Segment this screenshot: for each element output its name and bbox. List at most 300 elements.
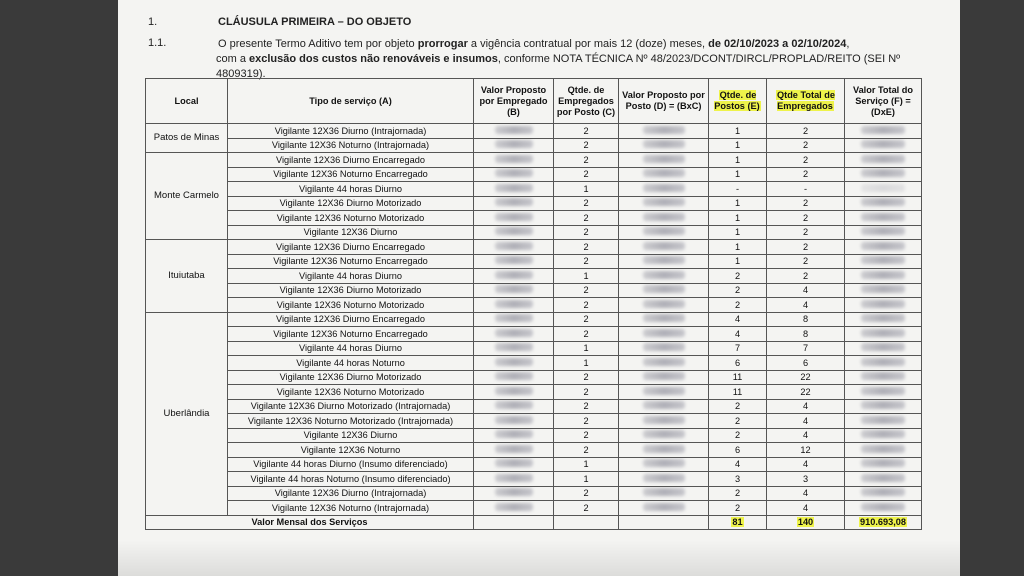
header-valor-total: Valor Total do Serviço (F) = (DxE)	[845, 79, 922, 124]
table-header-row	[146, 79, 922, 124]
section-title: CLÁUSULA PRIMEIRA – DO OBJETO	[218, 16, 412, 28]
highlight-mark: 910.693,08	[860, 517, 906, 528]
table-row	[146, 312, 922, 327]
table-row	[146, 298, 922, 313]
tipo-cell: Vigilante 12X36 Diurno Encarregado	[228, 153, 474, 168]
qtde-total-cell: 12	[767, 443, 845, 458]
valor-total-cell	[845, 428, 922, 443]
redacted-value	[861, 126, 905, 134]
tipo-cell: Vigilante 12X36 Noturno Motorizado	[228, 298, 474, 313]
qtde-empregados-cell: 2	[554, 443, 619, 458]
redacted-value	[495, 343, 533, 351]
valor-empregado-cell	[474, 486, 554, 501]
valor-empregado-cell	[474, 240, 554, 255]
valor-posto-cell	[619, 414, 709, 429]
redacted-value	[861, 401, 905, 409]
valor-total-cell	[845, 269, 922, 284]
tipo-cell: Vigilante 12X36 Diurno (Intrajornada)	[228, 486, 474, 501]
qtde-postos-cell: 4	[709, 457, 767, 472]
local-cell: Patos de Minas	[146, 124, 228, 153]
paragraph-text	[218, 37, 938, 82]
valor-total-cell	[845, 472, 922, 487]
tipo-cell: Vigilante 44 horas Diurno	[228, 341, 474, 356]
header-qtde-postos	[709, 79, 767, 124]
redacted-value	[643, 198, 685, 206]
qtde-postos-cell: 2	[709, 501, 767, 516]
paragraph-text-segment: O presente Termo Aditivo tem por objeto	[218, 38, 418, 50]
tipo-cell: Vigilante 44 horas Diurno	[228, 269, 474, 284]
valor-posto-cell	[619, 167, 709, 182]
tipo-cell: Vigilante 12X36 Noturno Encarregado	[228, 167, 474, 182]
tipo-cell: Vigilante 12X36 Diurno Motorizado	[228, 196, 474, 211]
total-empty-cell	[474, 515, 554, 530]
valor-total-cell	[845, 211, 922, 226]
qtde-total-cell: 2	[767, 225, 845, 240]
qtde-total-cell: 8	[767, 327, 845, 342]
paragraph-text-segment: com a	[216, 53, 250, 65]
paragraph-bold-segment: exclusão dos custos não renováveis e insumos	[249, 53, 498, 65]
tipo-cell: Vigilante 12X36 Diurno Motorizado	[228, 283, 474, 298]
qtde-total-cell: 4	[767, 501, 845, 516]
qtde-postos-cell: -	[709, 182, 767, 197]
valor-total-cell	[845, 414, 922, 429]
valor-total-cell	[845, 225, 922, 240]
redacted-value	[861, 169, 905, 177]
valor-posto-cell	[619, 356, 709, 371]
valor-posto-cell	[619, 341, 709, 356]
valor-empregado-cell	[474, 457, 554, 472]
table-row	[146, 370, 922, 385]
table-row	[146, 356, 922, 371]
redacted-value	[861, 271, 905, 279]
redacted-value	[643, 126, 685, 134]
table-row	[146, 138, 922, 153]
valor-posto-cell	[619, 385, 709, 400]
qtde-total-cell: 7	[767, 341, 845, 356]
total-empregados	[767, 515, 845, 530]
services-table	[145, 78, 922, 530]
redacted-value	[495, 416, 533, 424]
valor-posto-cell	[619, 225, 709, 240]
valor-empregado-cell	[474, 428, 554, 443]
qtde-total-cell: 6	[767, 356, 845, 371]
table-row	[146, 225, 922, 240]
qtde-empregados-cell: 1	[554, 356, 619, 371]
qtde-empregados-cell: 2	[554, 327, 619, 342]
valor-empregado-cell	[474, 225, 554, 240]
valor-total-cell	[845, 124, 922, 139]
qtde-empregados-cell: 2	[554, 399, 619, 414]
qtde-postos-cell: 2	[709, 414, 767, 429]
redacted-value	[861, 358, 905, 366]
section-number: 1.	[148, 16, 158, 28]
valor-posto-cell	[619, 240, 709, 255]
qtde-empregados-cell: 2	[554, 283, 619, 298]
valor-posto-cell	[619, 211, 709, 226]
redacted-value	[495, 213, 533, 221]
valor-empregado-cell	[474, 153, 554, 168]
qtde-total-cell: 2	[767, 124, 845, 139]
valor-posto-cell	[619, 457, 709, 472]
redacted-value	[643, 169, 685, 177]
header-valor-posto: Valor Proposto por Posto (D) = (BxC)	[619, 79, 709, 124]
valor-total-cell	[845, 283, 922, 298]
valor-empregado-cell	[474, 283, 554, 298]
header-tipo: Tipo de serviço (A)	[228, 79, 474, 124]
qtde-total-cell: 2	[767, 196, 845, 211]
highlight-mark: Qtde Total de Empregados	[776, 90, 836, 111]
tipo-cell: Vigilante 12X36 Diurno Encarregado	[228, 240, 474, 255]
redacted-value	[643, 372, 685, 380]
qtde-empregados-cell: 1	[554, 457, 619, 472]
redacted-value	[861, 155, 905, 163]
redacted-value	[643, 430, 685, 438]
valor-total-cell	[845, 486, 922, 501]
highlight-mark: 81	[732, 517, 743, 528]
redacted-value	[495, 155, 533, 163]
header-qtde-empregados: Qtde. de Empregados por Posto (C)	[554, 79, 619, 124]
local-cell: Ituiutaba	[146, 240, 228, 313]
valor-empregado-cell	[474, 182, 554, 197]
valor-empregado-cell	[474, 312, 554, 327]
paragraph-bold-segment: de 02/10/2023 a 02/10/2024	[708, 38, 847, 50]
highlight-mark: Qtde. de Postos (E)	[714, 90, 760, 111]
valor-total-cell	[845, 298, 922, 313]
header-valor-empregado: Valor Proposto por Empregado (B)	[474, 79, 554, 124]
qtde-empregados-cell: 2	[554, 211, 619, 226]
redacted-value	[643, 314, 685, 322]
table-row	[146, 196, 922, 211]
table-row	[146, 385, 922, 400]
total-empty-cell	[554, 515, 619, 530]
redacted-value	[495, 358, 533, 366]
qtde-total-cell: 4	[767, 399, 845, 414]
redacted-value	[643, 459, 685, 467]
redacted-value	[495, 314, 533, 322]
tipo-cell: Vigilante 12X36 Noturno Motorizado	[228, 385, 474, 400]
redacted-value	[861, 445, 905, 453]
qtde-empregados-cell: 2	[554, 167, 619, 182]
qtde-postos-cell: 2	[709, 399, 767, 414]
paragraph-bold-segment: prorrogar	[417, 38, 468, 50]
qtde-total-cell: 8	[767, 312, 845, 327]
highlight-mark: 140	[797, 517, 814, 528]
qtde-empregados-cell: 2	[554, 298, 619, 313]
redacted-value	[495, 140, 533, 148]
valor-total-cell	[845, 399, 922, 414]
table-row	[146, 327, 922, 342]
qtde-postos-cell: 1	[709, 225, 767, 240]
tipo-cell: Vigilante 12X36 Noturno	[228, 443, 474, 458]
redacted-value	[495, 227, 533, 235]
paragraph-text-segment: , conforme NOTA TÉCNICA Nº 48/2023/DCONT/DIRCL/PROPLAD/REITO (SEI Nº 4809319).	[216, 53, 901, 80]
tipo-cell: Vigilante 44 horas Noturno (Insumo diferenciado)	[228, 472, 474, 487]
qtde-empregados-cell: 2	[554, 414, 619, 429]
redacted-value	[861, 372, 905, 380]
qtde-postos-cell: 7	[709, 341, 767, 356]
redacted-value	[861, 474, 905, 482]
table-row	[146, 240, 922, 255]
redacted-value	[861, 387, 905, 395]
qtde-postos-cell: 1	[709, 211, 767, 226]
valor-total-cell	[845, 356, 922, 371]
qtde-empregados-cell: 2	[554, 240, 619, 255]
qtde-total-cell: 2	[767, 211, 845, 226]
valor-empregado-cell	[474, 385, 554, 400]
valor-empregado-cell	[474, 196, 554, 211]
valor-posto-cell	[619, 443, 709, 458]
redacted-value	[495, 503, 533, 511]
redacted-value	[643, 474, 685, 482]
qtde-postos-cell: 6	[709, 356, 767, 371]
qtde-total-cell: 22	[767, 385, 845, 400]
valor-empregado-cell	[474, 341, 554, 356]
qtde-postos-cell: 3	[709, 472, 767, 487]
qtde-postos-cell: 2	[709, 486, 767, 501]
qtde-postos-cell: 2	[709, 298, 767, 313]
table-row	[146, 283, 922, 298]
tipo-cell: Vigilante 12X36 Noturno Encarregado	[228, 327, 474, 342]
qtde-total-cell: 4	[767, 428, 845, 443]
redacted-value	[643, 401, 685, 409]
total-empty-cell	[619, 515, 709, 530]
table-row	[146, 124, 922, 139]
qtde-empregados-cell: 2	[554, 312, 619, 327]
valor-empregado-cell	[474, 269, 554, 284]
valor-total-cell	[845, 312, 922, 327]
redacted-value	[495, 126, 533, 134]
valor-empregado-cell	[474, 254, 554, 269]
qtde-total-cell: 4	[767, 457, 845, 472]
local-cell: Monte Carmelo	[146, 153, 228, 240]
qtde-total-cell: 2	[767, 167, 845, 182]
paragraph-text-segment: ,	[846, 38, 850, 50]
redacted-value	[861, 329, 905, 337]
valor-total-cell	[845, 240, 922, 255]
qtde-postos-cell: 1	[709, 196, 767, 211]
redacted-value	[495, 285, 533, 293]
total-row	[146, 515, 922, 530]
redacted-value	[643, 329, 685, 337]
redacted-value	[495, 459, 533, 467]
qtde-total-cell: -	[767, 182, 845, 197]
qtde-empregados-cell: 2	[554, 196, 619, 211]
qtde-empregados-cell: 2	[554, 486, 619, 501]
redacted-value	[643, 271, 685, 279]
redacted-value	[495, 184, 533, 192]
valor-posto-cell	[619, 298, 709, 313]
valor-total-cell	[845, 182, 922, 197]
valor-total-cell	[845, 327, 922, 342]
redacted-value	[861, 140, 905, 148]
redacted-value	[861, 242, 905, 250]
valor-total-cell	[845, 501, 922, 516]
redacted-value	[861, 213, 905, 221]
valor-empregado-cell	[474, 370, 554, 385]
tipo-cell: Vigilante 12X36 Noturno Motorizado (Intrajornada)	[228, 414, 474, 429]
redacted-value	[495, 474, 533, 482]
valor-empregado-cell	[474, 138, 554, 153]
redacted-value	[643, 416, 685, 424]
qtde-empregados-cell: 1	[554, 472, 619, 487]
qtde-postos-cell: 1	[709, 138, 767, 153]
valor-posto-cell	[619, 196, 709, 211]
valor-empregado-cell	[474, 124, 554, 139]
table-row	[146, 414, 922, 429]
total-label: Valor Mensal dos Serviços	[146, 515, 474, 530]
valor-empregado-cell	[474, 327, 554, 342]
valor-posto-cell	[619, 138, 709, 153]
qtde-total-cell: 2	[767, 269, 845, 284]
table-row	[146, 269, 922, 284]
paragraph-text-segment: a vigência contratual por mais 12 (doze) meses,	[467, 38, 709, 50]
qtde-total-cell: 2	[767, 240, 845, 255]
valor-posto-cell	[619, 428, 709, 443]
tipo-cell: Vigilante 12X36 Noturno (Intrajornada)	[228, 501, 474, 516]
qtde-empregados-cell: 2	[554, 501, 619, 516]
valor-total-cell	[845, 167, 922, 182]
valor-posto-cell	[619, 312, 709, 327]
total-postos	[709, 515, 767, 530]
tipo-cell: Vigilante 12X36 Diurno	[228, 428, 474, 443]
valor-total-cell	[845, 370, 922, 385]
qtde-empregados-cell: 2	[554, 225, 619, 240]
qtde-empregados-cell: 2	[554, 124, 619, 139]
redacted-value	[861, 285, 905, 293]
valor-empregado-cell	[474, 211, 554, 226]
table-row	[146, 341, 922, 356]
valor-posto-cell	[619, 472, 709, 487]
valor-total-cell	[845, 385, 922, 400]
table-row	[146, 182, 922, 197]
redacted-value	[643, 285, 685, 293]
redacted-value	[861, 488, 905, 496]
redacted-value	[861, 343, 905, 351]
tipo-cell: Vigilante 44 horas Noturno	[228, 356, 474, 371]
valor-empregado-cell	[474, 501, 554, 516]
redacted-value	[495, 329, 533, 337]
qtde-postos-cell: 11	[709, 385, 767, 400]
qtde-postos-cell: 2	[709, 283, 767, 298]
valor-posto-cell	[619, 370, 709, 385]
valor-posto-cell	[619, 269, 709, 284]
qtde-empregados-cell: 1	[554, 269, 619, 284]
qtde-empregados-cell: 2	[554, 153, 619, 168]
redacted-value	[861, 198, 905, 206]
qtde-postos-cell: 11	[709, 370, 767, 385]
table-row	[146, 254, 922, 269]
redacted-value	[861, 416, 905, 424]
redacted-value	[643, 343, 685, 351]
qtde-total-cell: 4	[767, 298, 845, 313]
valor-total-cell	[845, 457, 922, 472]
redacted-value	[861, 184, 905, 192]
qtde-total-cell: 2	[767, 138, 845, 153]
total-valor	[845, 515, 922, 530]
valor-posto-cell	[619, 283, 709, 298]
valor-empregado-cell	[474, 472, 554, 487]
redacted-value	[643, 213, 685, 221]
qtde-postos-cell: 1	[709, 153, 767, 168]
valor-posto-cell	[619, 254, 709, 269]
valor-posto-cell	[619, 327, 709, 342]
redacted-value	[643, 300, 685, 308]
table-row	[146, 486, 922, 501]
qtde-postos-cell: 1	[709, 240, 767, 255]
qtde-empregados-cell: 1	[554, 182, 619, 197]
valor-posto-cell	[619, 182, 709, 197]
table-row	[146, 472, 922, 487]
qtde-postos-cell: 1	[709, 167, 767, 182]
redacted-value	[495, 198, 533, 206]
valor-empregado-cell	[474, 443, 554, 458]
redacted-value	[861, 314, 905, 322]
qtde-postos-cell: 2	[709, 428, 767, 443]
redacted-value	[495, 445, 533, 453]
redacted-value	[643, 256, 685, 264]
tipo-cell: Vigilante 44 horas Diurno	[228, 182, 474, 197]
tipo-cell: Vigilante 12X36 Noturno Encarregado	[228, 254, 474, 269]
redacted-value	[495, 256, 533, 264]
valor-posto-cell	[619, 124, 709, 139]
qtde-postos-cell: 2	[709, 269, 767, 284]
header-qtde-total	[767, 79, 845, 124]
redacted-value	[495, 401, 533, 409]
valor-posto-cell	[619, 501, 709, 516]
paragraph-number: 1.1.	[148, 37, 167, 49]
qtde-total-cell: 3	[767, 472, 845, 487]
table-row	[146, 211, 922, 226]
redacted-value	[495, 488, 533, 496]
redacted-value	[861, 503, 905, 511]
table-row	[146, 443, 922, 458]
redacted-value	[643, 140, 685, 148]
local-cell: Uberlândia	[146, 312, 228, 515]
tipo-cell: Vigilante 12X36 Diurno	[228, 225, 474, 240]
redacted-value	[643, 503, 685, 511]
qtde-total-cell: 4	[767, 414, 845, 429]
valor-posto-cell	[619, 399, 709, 414]
redacted-value	[495, 271, 533, 279]
valor-total-cell	[845, 196, 922, 211]
qtde-total-cell: 2	[767, 153, 845, 168]
redacted-value	[643, 488, 685, 496]
valor-empregado-cell	[474, 167, 554, 182]
table-row	[146, 457, 922, 472]
qtde-empregados-cell: 2	[554, 428, 619, 443]
qtde-postos-cell: 1	[709, 124, 767, 139]
qtde-empregados-cell: 2	[554, 254, 619, 269]
redacted-value	[861, 459, 905, 467]
valor-total-cell	[845, 153, 922, 168]
redacted-value	[643, 445, 685, 453]
redacted-value	[861, 300, 905, 308]
qtde-postos-cell: 6	[709, 443, 767, 458]
tipo-cell: Vigilante 12X36 Noturno (Intrajornada)	[228, 138, 474, 153]
redacted-value	[643, 227, 685, 235]
qtde-postos-cell: 4	[709, 327, 767, 342]
valor-total-cell	[845, 138, 922, 153]
header-local: Local	[146, 79, 228, 124]
tipo-cell: Vigilante 12X36 Diurno Motorizado	[228, 370, 474, 385]
redacted-value	[861, 227, 905, 235]
valor-empregado-cell	[474, 399, 554, 414]
valor-empregado-cell	[474, 414, 554, 429]
tipo-cell: Vigilante 12X36 Noturno Motorizado	[228, 211, 474, 226]
valor-total-cell	[845, 341, 922, 356]
qtde-empregados-cell: 1	[554, 341, 619, 356]
valor-posto-cell	[619, 486, 709, 501]
